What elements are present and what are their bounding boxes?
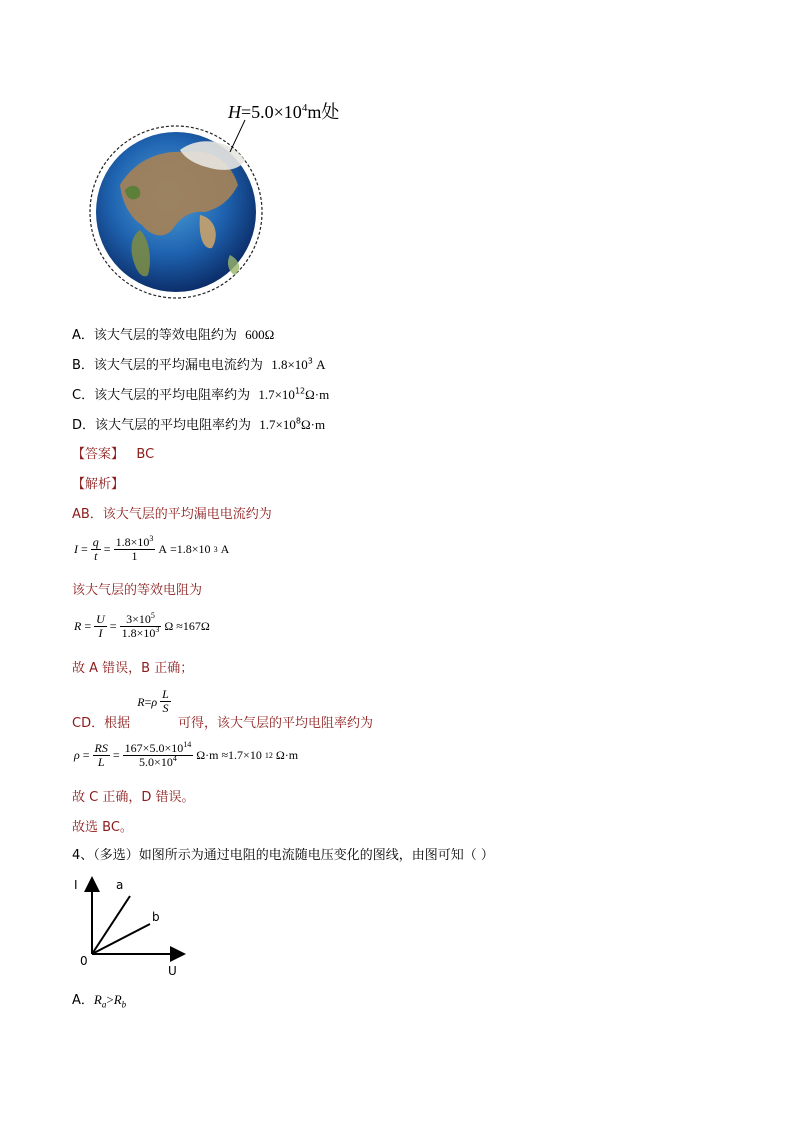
cd-analysis: CD．根据 R=ρ $\frac{L}{S}$ 可得，该大气层的平均电阻率约为	[72, 687, 373, 731]
equation-resistance: R = $\frac{U}{I}$ = $\frac{3\times 10^5}{1.8\times 10^3}$ Ω ≈167Ω	[74, 611, 210, 640]
q4-option-a: A．$R_a>R_b$	[72, 992, 127, 1010]
option-d: D．该大气层的平均电阻率约为 $1.7\times 10^8\Omega\cdot m$	[72, 416, 326, 433]
conclusion-cd: 故 C 正确，D 错误。	[72, 790, 195, 805]
y-axis-label: I	[74, 878, 78, 892]
answer-line	[72, 447, 154, 463]
line-a	[92, 896, 130, 954]
answer-label: 【答案】	[72, 447, 125, 462]
conclusion-ab: 故 A 错误，B 正确；	[72, 661, 194, 676]
iu-graph	[70, 876, 190, 986]
earth-figure	[80, 90, 370, 310]
ab-analysis: AB．该大气层的平均漏电电流约为	[72, 507, 272, 522]
resistance-line: 该大气层的等效电阻为	[72, 583, 203, 598]
option-b: B．该大气层的平均漏电电流约为 $1.8\times 10^3$ A	[72, 356, 326, 373]
analysis-label: 【解析】	[72, 477, 125, 492]
line-a-label: a	[116, 878, 124, 892]
equation-current: I = $\frac{q}{t}$ = $\frac{1.8\times 10^3}{1}$ A =1.8×10 3 A	[74, 534, 230, 563]
x-axis-label: U	[168, 964, 177, 978]
equation-resistivity: ρ = $\frac{RS}{L}$ = $\frac{167\times 5.0\times 10^{14}}{5.0\times 10^4}$ Ω·m ≈1.7×10 12 Ω·m	[74, 740, 299, 769]
final-answer: 故选 BC。	[72, 820, 133, 835]
line-b-label: b	[152, 910, 160, 924]
height-label: $H=5.0\times 10^4m$处	[228, 102, 340, 122]
option-a: A．该大气层的等效电阻约为 600Ω	[72, 327, 275, 343]
answer-value: BC	[136, 447, 155, 462]
origin-label: 0	[80, 954, 88, 968]
question-4: 4、（多选）如图所示为通过电阻的电流随电压变化的图线，由图可知（ ）	[72, 848, 494, 863]
option-c: C．该大气层的平均电阻率约为 $1.7\times 10^{12}\Omega\cdot m$	[72, 386, 330, 403]
